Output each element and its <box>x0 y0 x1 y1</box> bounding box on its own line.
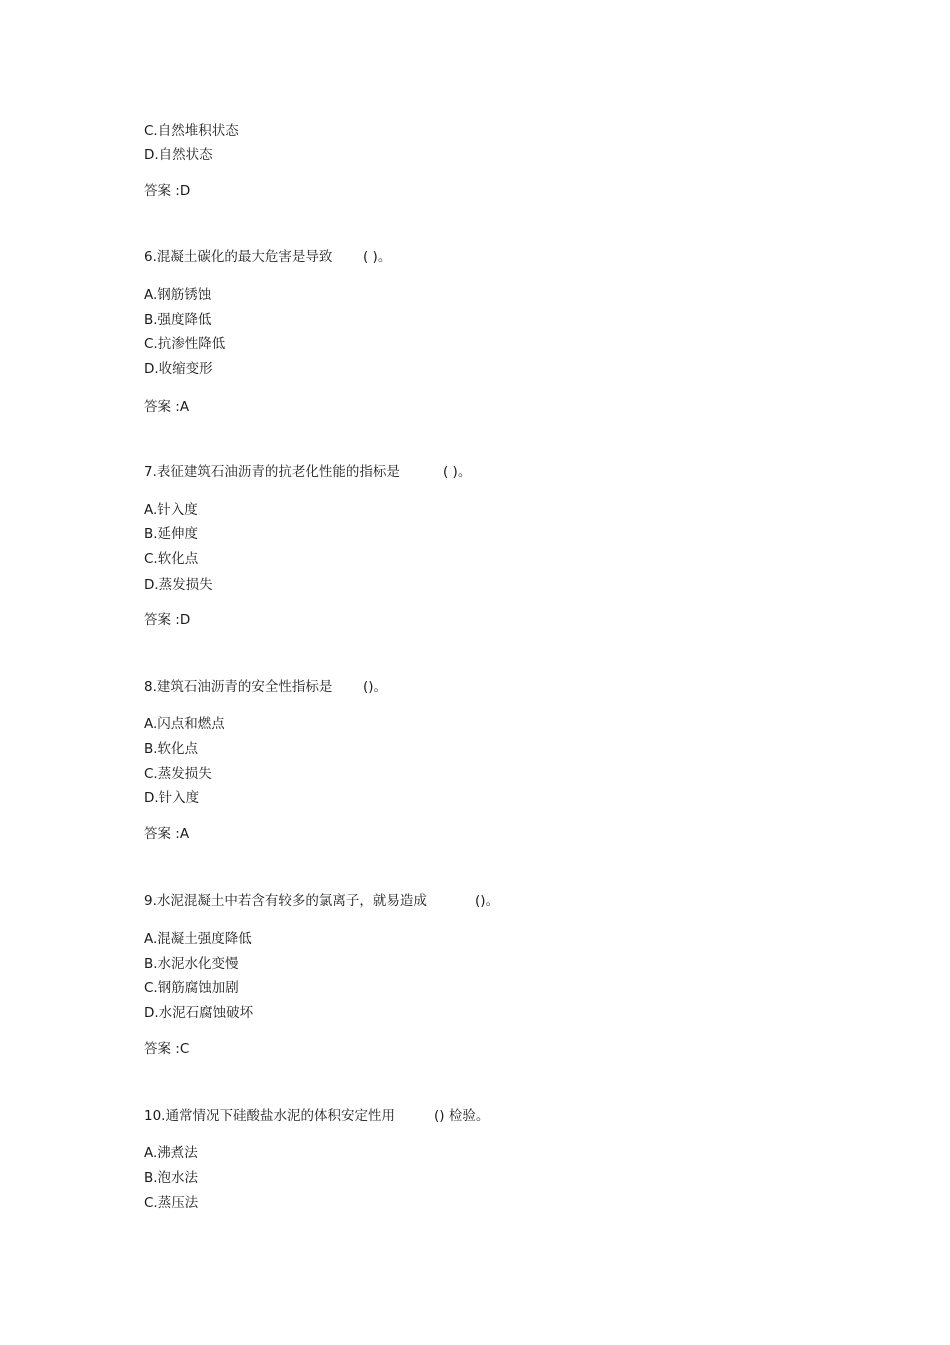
option-c: C.软化点 <box>144 551 199 567</box>
question-9 <box>144 892 500 910</box>
answer-blank: ()。 <box>475 893 500 909</box>
answer-blank: () 检验。 <box>434 1108 490 1124</box>
option-c: C.蒸发损失 <box>144 766 212 782</box>
option-a: A.钢筋锈蚀 <box>144 287 212 303</box>
question-stem: 7.表征建筑石油沥青的抗老化性能的指标是 <box>144 464 400 480</box>
answer-blank: ()。 <box>363 679 388 695</box>
question-10 <box>144 1107 490 1125</box>
option-c: C.抗渗性降低 <box>144 336 226 352</box>
option-a: A.闪点和燃点 <box>144 716 225 732</box>
option-c: C.自然堆积状态 <box>144 123 239 139</box>
answer-line: 答案 :C <box>144 1041 190 1057</box>
question-8 <box>144 678 388 696</box>
question-stem: 9.水泥混凝土中若含有较多的氯离子，就易造成 <box>144 893 427 909</box>
option-a: A.针入度 <box>144 502 198 518</box>
option-a: A.混凝土强度降低 <box>144 931 252 947</box>
answer-blank: ( )。 <box>443 464 472 480</box>
answer-line: 答案 :A <box>144 826 190 842</box>
answer-line: 答案 :D <box>144 612 191 628</box>
question-stem: 8.建筑石油沥青的安全性指标是 <box>144 679 333 695</box>
option-b: B.泡水法 <box>144 1170 199 1186</box>
option-b: B.延伸度 <box>144 526 199 542</box>
option-d: D.针入度 <box>144 790 200 806</box>
option-d: D.水泥石腐蚀破坏 <box>144 1005 254 1021</box>
answer-blank: ( )。 <box>363 249 392 265</box>
option-a: A.沸煮法 <box>144 1145 198 1161</box>
answer-line: 答案 :A <box>144 399 190 415</box>
option-d: D.蒸发损失 <box>144 577 213 593</box>
option-b: B.强度降低 <box>144 312 212 328</box>
question-stem: 6.混凝土碳化的最大危害是导致 <box>144 249 333 265</box>
question-6 <box>144 248 392 266</box>
option-b: B.软化点 <box>144 741 199 757</box>
question-7 <box>144 463 472 481</box>
option-d: D.收缩变形 <box>144 361 213 377</box>
option-d: D.自然状态 <box>144 147 213 163</box>
option-c: C.蒸压法 <box>144 1195 199 1211</box>
option-b: B.水泥水化变慢 <box>144 956 239 972</box>
option-c: C.钢筋腐蚀加剧 <box>144 980 239 996</box>
answer-line: 答案 :D <box>144 183 191 199</box>
question-stem: 10.通常情况下硅酸盐水泥的体积安定性用 <box>144 1108 395 1124</box>
